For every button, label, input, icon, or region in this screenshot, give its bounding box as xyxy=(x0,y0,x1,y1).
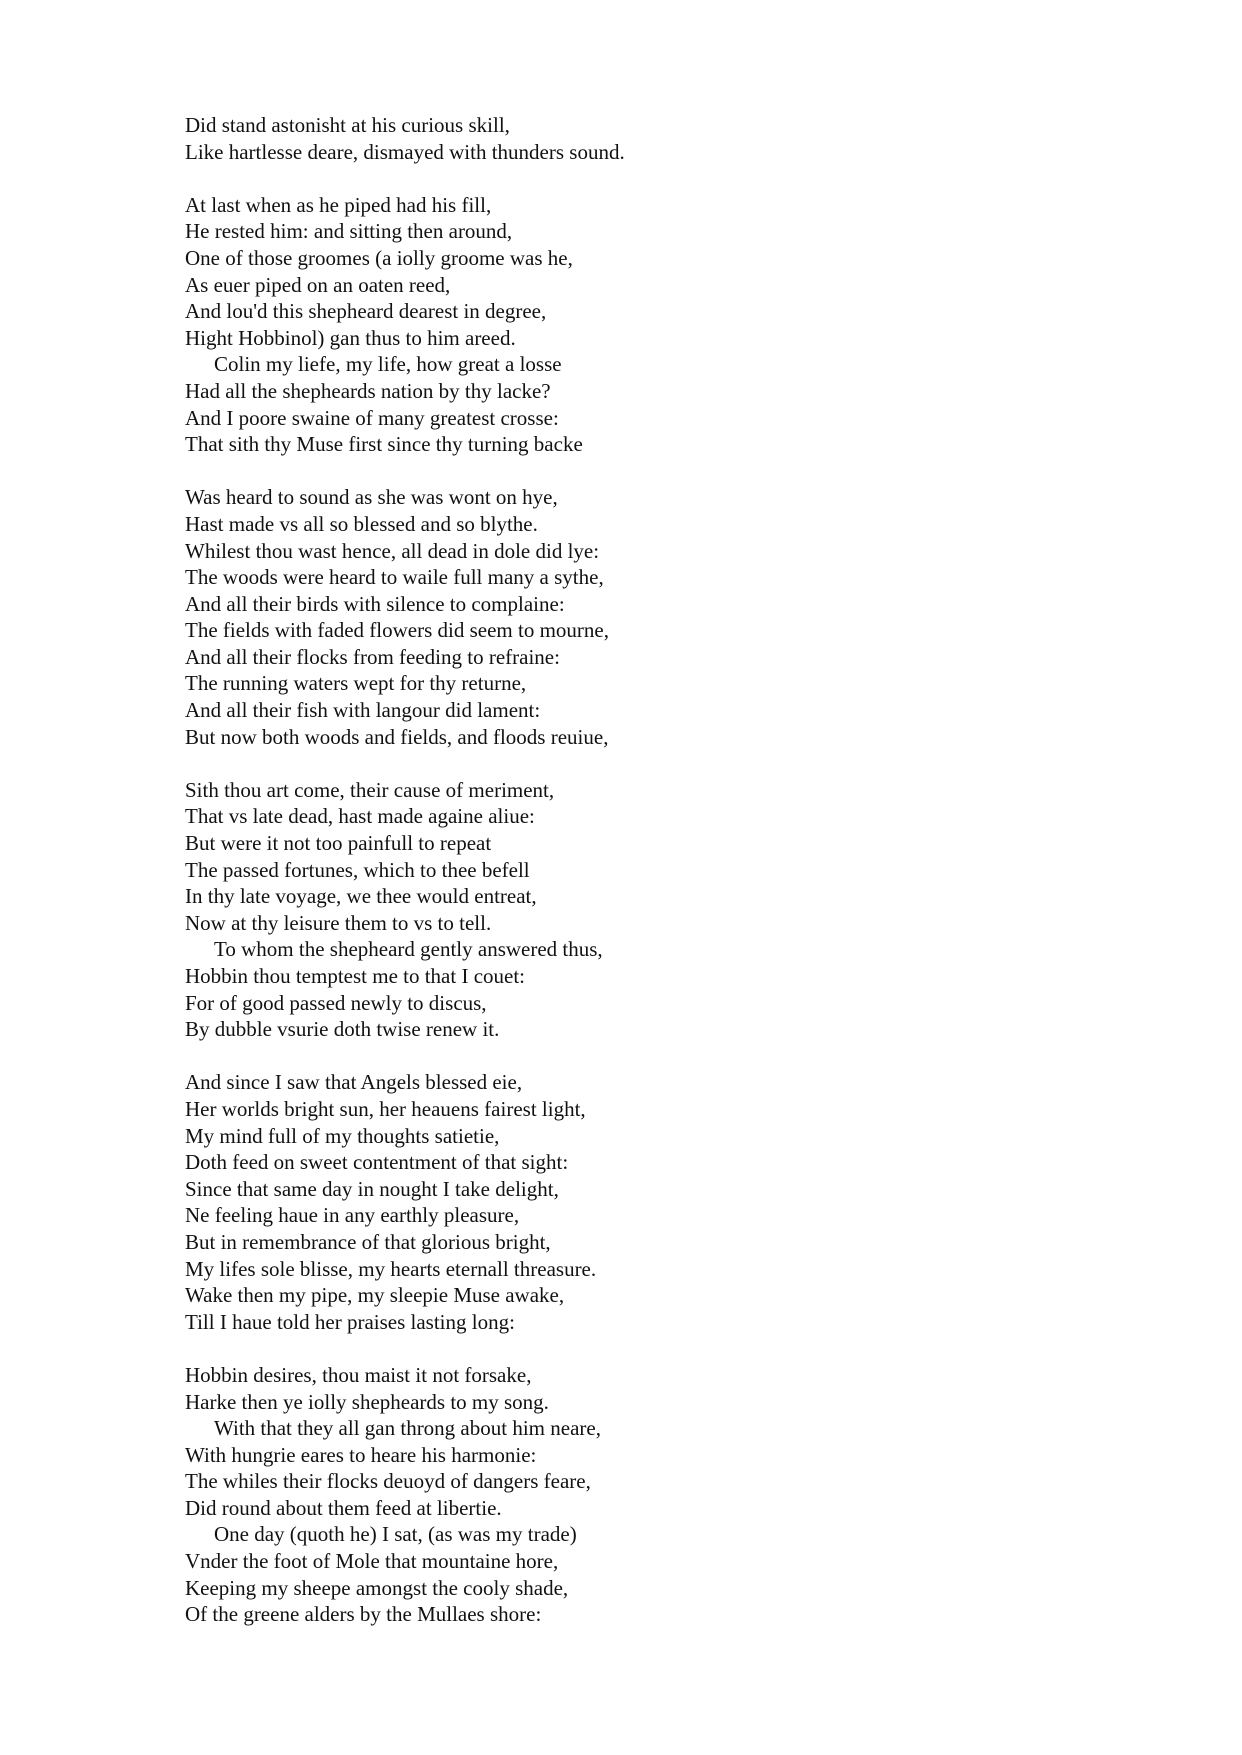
poem-line: Had all the shepheards nation by thy lacke? xyxy=(185,378,551,403)
stanza xyxy=(185,777,1085,1043)
stanza xyxy=(185,1362,1085,1628)
poem-line: Harke then ye iolly shepheards to my song. xyxy=(185,1389,549,1414)
poem-line: The fields with faded flowers did seem to mourne, xyxy=(185,618,609,643)
poem-line: Of the greene alders by the Mullaes shore: xyxy=(185,1602,542,1627)
poem-line: Did stand astonisht at his curious skill, xyxy=(185,113,510,137)
poem-line: That vs late dead, hast made againe aliue: xyxy=(185,804,535,829)
poem-line: Till I haue told her praises lasting long: xyxy=(185,1309,515,1334)
poem-line: The running waters wept for thy returne, xyxy=(185,671,527,696)
poem-line: Vnder the foot of Mole that mountaine hore, xyxy=(185,1549,559,1574)
poem-line: With that they all gan throng about him neare, xyxy=(214,1416,601,1441)
poem-line: My lifes sole blisse, my hearts eternall threasure. xyxy=(185,1256,597,1281)
poem-line: And lou'd this shepheard dearest in degree, xyxy=(185,299,547,324)
poem-line: Hobbin thou temptest me to that I couet: xyxy=(185,964,526,988)
poem-line: Sith thou art come, their cause of meriment, xyxy=(185,777,555,802)
poem-line: One day (quoth he) I sat, (as was my trade) xyxy=(214,1522,577,1547)
poem-line: Whilest thou wast hence, all dead in dole did lye: xyxy=(185,538,600,563)
poem-line: As euer piped on an oaten reed, xyxy=(185,272,451,297)
stanza xyxy=(185,1069,1085,1335)
poem-line: The whiles their flocks deuoyd of dangers feare, xyxy=(185,1469,591,1494)
poem-line: Her worlds bright sun, her heauens fairest light, xyxy=(185,1096,586,1121)
poem-line: To whom the shepheard gently answered thus, xyxy=(214,937,603,962)
poem-line: That sith thy Muse first since thy turning backe xyxy=(185,432,583,457)
poem-line: And since I saw that Angels blessed eie, xyxy=(185,1070,523,1095)
poem-line: But now both woods and fields, and floods reuiue, xyxy=(185,724,609,749)
poem-line: The passed fortunes, which to thee befell xyxy=(185,857,530,882)
poem-line: But were it not too painfull to repeat xyxy=(185,831,492,856)
poem-line: Wake then my pipe, my sleepie Muse awake, xyxy=(185,1283,565,1308)
poem-line: Colin my liefe, my life, how great a losse xyxy=(214,352,562,377)
poem-line: By dubble vsurie doth twise renew it. xyxy=(185,1017,500,1042)
poem-line: And all their birds with silence to complaine: xyxy=(185,591,565,616)
poem-line: He rested him: and sitting then around, xyxy=(185,219,513,244)
poem-line: Hast made vs all so blessed and so blythe. xyxy=(185,511,538,536)
poem-line: Since that same day in nought I take delight, xyxy=(185,1176,559,1201)
poem-line: Was heard to sound as she was wont on hye, xyxy=(185,485,558,510)
poem-line: One of those groomes (a iolly groome was he, xyxy=(185,245,573,270)
poem-line: The woods were heard to waile full many a sythe, xyxy=(185,565,604,590)
poem-line: Did round about them feed at libertie. xyxy=(185,1495,502,1520)
poem-line: Hight Hobbinol) gan thus to him areed. xyxy=(185,325,516,350)
stanza xyxy=(185,192,1085,458)
poem-line: At last when as he piped had his fill, xyxy=(185,192,492,217)
poem-line: In thy late voyage, we thee would entreat, xyxy=(185,884,537,909)
poem-line: Keeping my sheepe amongst the cooly shade, xyxy=(185,1575,569,1600)
poem-line: Ne feeling haue in any earthly pleasure, xyxy=(185,1203,520,1228)
poem-line: Hobbin desires, thou maist it not forsake, xyxy=(185,1362,532,1387)
poem-line: And I poore swaine of many greatest crosse: xyxy=(185,405,559,430)
poem-line: And all their flocks from feeding to refraine: xyxy=(185,644,560,669)
poem-line: But in remembrance of that glorious bright, xyxy=(185,1229,551,1254)
poem-line: Like hartlesse deare, dismayed with thunders sound. xyxy=(185,139,625,164)
poem-line: Doth feed on sweet contentment of that sight: xyxy=(185,1150,569,1175)
stanza xyxy=(185,484,1085,750)
poem-line: Now at thy leisure them to vs to tell. xyxy=(185,910,492,935)
poem-line: For of good passed newly to discus, xyxy=(185,990,487,1015)
poem-text xyxy=(185,112,1085,1654)
poem-line: And all their fish with langour did lament: xyxy=(185,698,541,723)
poem-line: With hungrie eares to heare his harmonie: xyxy=(185,1442,537,1467)
poem-line: My mind full of my thoughts satietie, xyxy=(185,1123,500,1148)
stanza xyxy=(185,112,1085,165)
